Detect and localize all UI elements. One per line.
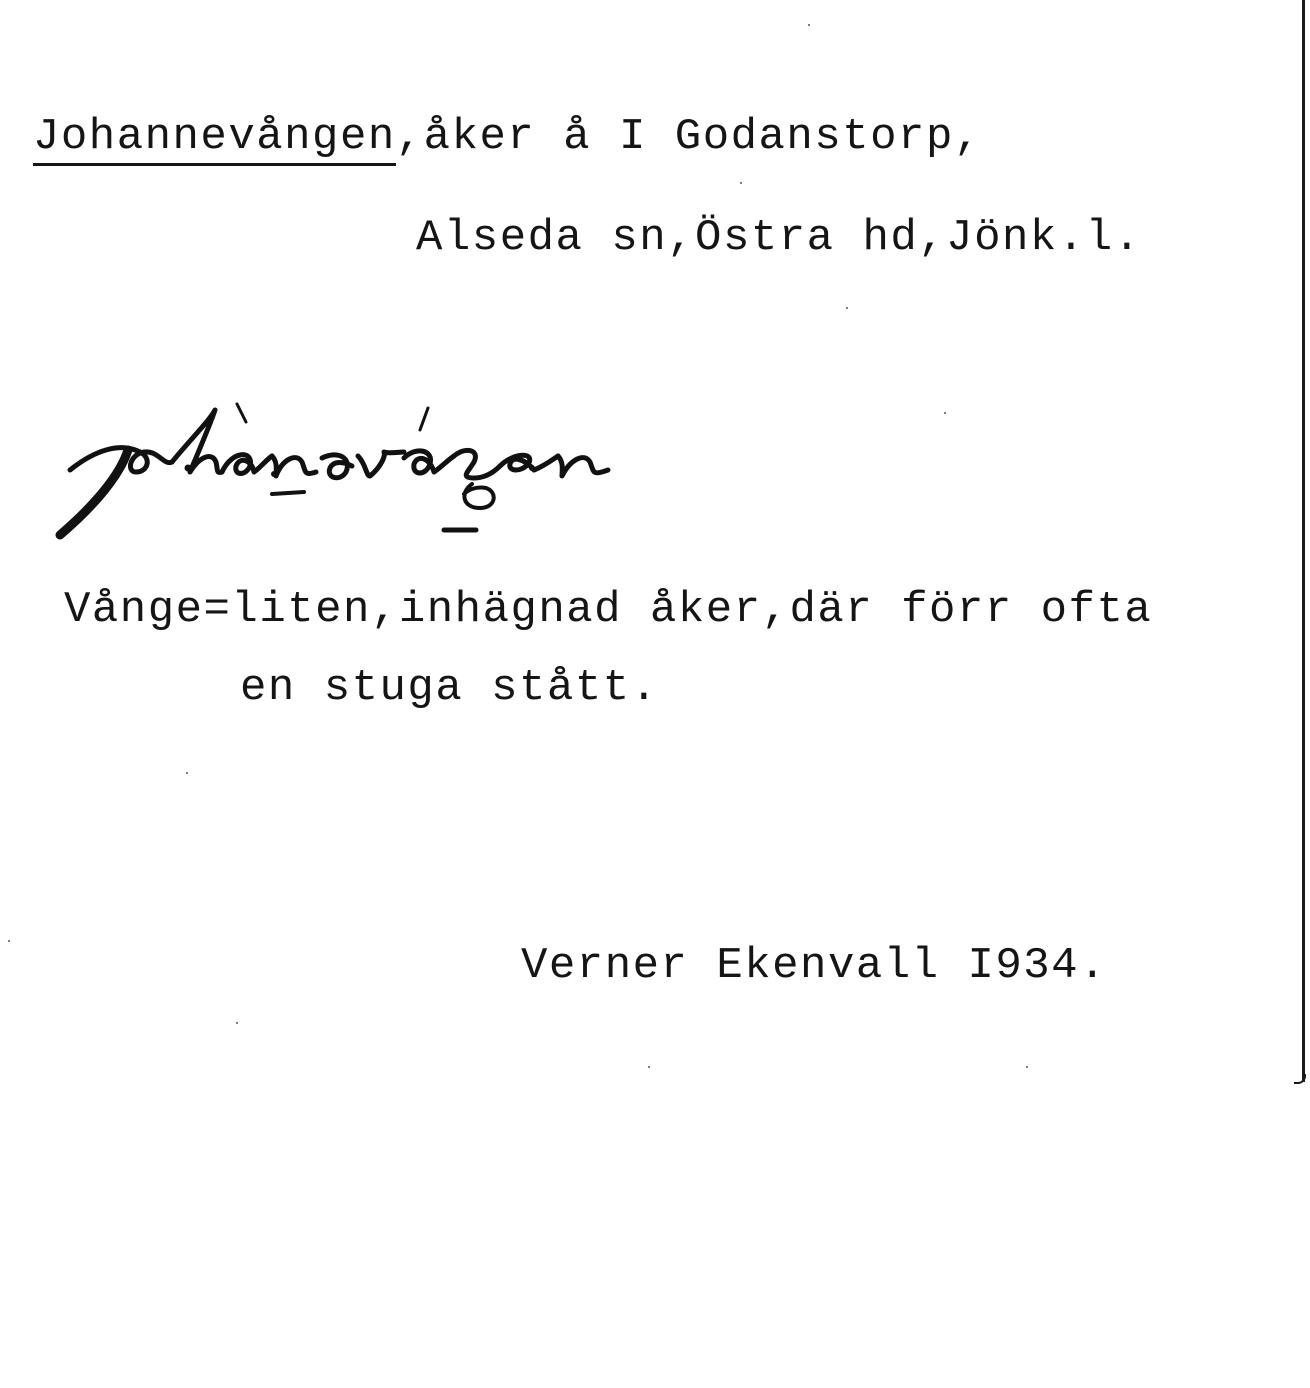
card-right-edge <box>1302 0 1305 1082</box>
paper-speck <box>846 307 848 309</box>
paper-speck <box>740 182 742 184</box>
paper-speck <box>808 24 810 26</box>
paper-speck <box>944 412 946 414</box>
heading-line <box>33 112 982 166</box>
paper-speck <box>186 772 188 774</box>
paper-speck <box>1026 1066 1028 1068</box>
paper-speck <box>648 1066 650 1068</box>
location-line: Alseda sn,Östra hd,Jönk.l. <box>416 213 1142 263</box>
heading-description: ,åker å I Godanstorp, <box>395 112 982 162</box>
paper-speck <box>8 940 10 942</box>
definition-line-1: Vånge=liten,inhägnad åker,där förr ofta <box>64 585 1153 635</box>
headword: Johannevången <box>33 115 396 166</box>
handwritten-phonetic-form <box>40 380 800 560</box>
card-corner-mark <box>1294 1074 1306 1084</box>
definition-line-2: en stuga stått. <box>240 663 659 713</box>
paper-speck <box>236 1022 238 1024</box>
signature-line: Verner Ekenvall I934. <box>521 941 1107 991</box>
